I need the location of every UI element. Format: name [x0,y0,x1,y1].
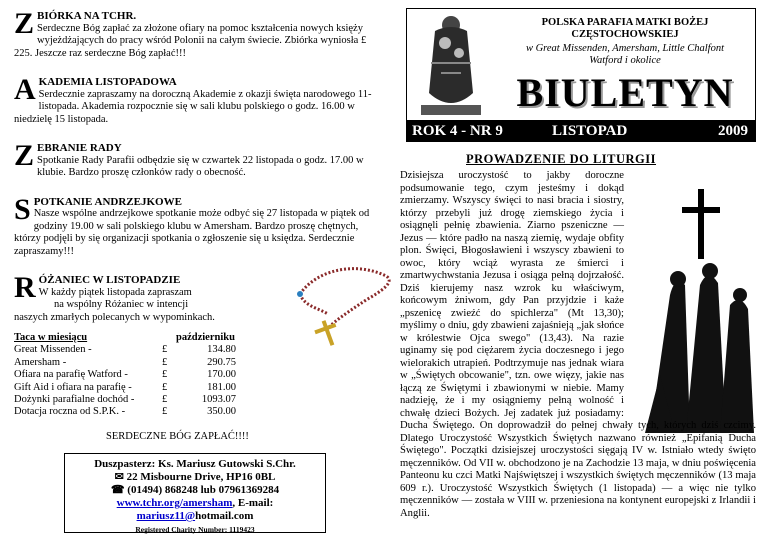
section-body: Serdecznie zapraszamy na doroczną Akademie z okazji święta narodowego 11-listopada. Akademia rozpocznie się w sali klubu polskiego o godz. 16.00 w niedzielę 15 listopada. [14,88,372,125]
web-line: www.tchr.org/amersham, E-mail: mariusz11@hotmail.com [116,497,274,522]
offering-label: Ofiara na parafię Watford - [14,369,128,381]
section-title: POTKANIE ANDRZEJKOWE [33,195,182,208]
issue-band [406,120,756,142]
section-body: Spotkanie Rady Parafii odbędzie się w czwartek 22 listopada o godz. 17.00 w klubie. Bardzo proszę członków rady o obecność. [37,154,364,178]
phone-line: ☎ (01494) 868248 lub 07961369284 [110,484,280,496]
article-title: PROWADZENIE DO LITURGII [466,152,657,166]
drop-cap: A [14,73,36,106]
envelope-icon: ✉ [114,471,124,483]
address-line: ✉ 22 Misbourne Drive, HP16 0BL [114,471,276,483]
offering-header-left: Taca w miesiącu [14,332,88,343]
issue-year: 2009 [718,123,748,139]
issue-number: ROK 4 - NR 9 [412,123,503,139]
parish-locations: w Great Missenden, Amersham, Little Chalfont Watford i okolice [525,43,725,66]
table-row [14,394,236,406]
contact-box [64,453,326,533]
currency: £ [162,369,168,381]
currency: £ [162,406,168,418]
section-title: KADEMIA LISTOPADOWA [38,76,177,88]
table-row [14,344,236,356]
table-row [14,357,236,369]
offering-label: Amersham - [14,356,67,368]
section-council [14,139,374,180]
thanks-text: SERDECZNE BÓG ZAPŁAĆ!!!! [106,430,249,442]
currency: £ [162,344,168,356]
masthead [406,8,756,124]
priest-name: Duszpasterz: Ks. Mariusz Gutowski S.Chr. [94,458,296,470]
currency: £ [162,394,168,406]
website-link[interactable]: www.tchr.org/amersham [116,497,233,509]
section-academy [14,73,374,126]
offering-header-right: październiku [176,332,235,343]
offering-table [14,332,374,443]
drop-cap: S [14,192,31,226]
offering-amount: 350.00 [207,406,236,418]
offering-amount: 134.80 [207,344,236,356]
issue-month: LISTOPAD [552,123,628,139]
section-body: Nasze wspólne andrzejkowe spotkanie może odbyć się 27 listopada w piątek od godziny 19.00 w sali polskiego klubu w Amersham. Bardzo proszę chętnych, którzy podjęli by się organizacji spotkania o zgłoszenie się u księdza. Serdecznie zapraszamy!!! [14,208,370,257]
left-column [14,7,374,443]
article-body: Dzisiejsza uroczystość to jakby doroczne podsumowanie tego, czym jesteśmy i dokąd zmierzamy. Wszyscy święci to nasi bracia i siostry, którzy przebyli już drogę ziemskiego życia i osiągnęli pełnię zbawienia. Ziarno pszeniczne — Jezus — które padło na naszą ziemię, wydaje obfity plon. Święci, Błogosławieni i wszyscy zbawieni to owoc, który wciąż wyrasta ze śmierci i zmartwychwstania Jezusa i osiąga pełną dojrzałość. Dziś kierujemy nasz wzrok ku właściwym, końcowym żniwom, gdy Pan przyjdzie i każe „pszenicę zwieźć do spichlerza" (Mt 13,30); myślimy o dniu, gdy zbawieni zajaśnieją „jak słońce w królestwie Ojca swego" (13,43). Na razie uginamy się pod ciężarem życia doczesnego i jego wielorakich utrapień. Podtrzymuje nas jednak wiara w „Świętych obcowanie", tzn. owe więzy, jakie nas łączą ze Świętymi i zbawionymi w niebie. Mamy nadzieję, że i my osiągniemy pełną wolność i chwałę dzieci Bożych. Jej zadatek już posiadamy: Ducha Świętego. On doprowadził do pełnej chwały tych, których dziś czcimy. Dlatego Uroczystość Wszystkich Świętych nazwano również „Epifanią Ducha Świętego". Początki dzisiejszej uroczystości sięgają IV w. Istniało wtedy święto męczenników. Od VII w. obchodzono je na Zachodzie 13 maja, w dniu poświęcenia Panteonu ku czci Matki Najświętszej i wszystkich świętych męczenników (13 maja 609 r.). Uroczystość Wszystkich Świętych (1 listopada) — a więc nie tylko męczenników — została w VIII w. przeniesiona na kontynent europejski z Irlandii i Anglii. [400,170,756,519]
offering-amount: 170.00 [207,369,236,381]
currency: £ [162,381,168,393]
bulletin-title: BIULETYN [516,70,734,115]
phone-icon: ☎ [110,484,125,496]
section-title: BIÓRKA NA TCHR. [37,10,137,22]
offering-amount: 1093.07 [201,394,236,406]
drop-cap: Z [14,139,35,172]
madonna-image [411,13,491,121]
section-title: ÓŻANIEC W LISTOPADZIE [38,274,181,286]
offering-amount: 181.00 [207,381,236,393]
table-row [14,382,236,394]
offering-label: Gift Aid i ofiara na parafię - [14,381,132,393]
rosary-illustration [288,258,400,348]
email-link[interactable]: mariusz11@ [136,510,196,522]
illustration-spacer [628,170,756,420]
section-collection [14,7,374,60]
offering-label: Dotacja roczna od S.P.K. - [14,406,126,418]
rosary-line-2: na wspólny Różaniec w intencji [54,299,189,310]
section-body: Serdeczne Bóg zapłać za złożone ofiary na pomoc kształcenia nowych księży wyjeżdżających do pracy wśród Polonii na całym świecie. Zbiórka wyniosła £ 225. Jeszcze raz serdeczne Bóg zapłać!!! [14,22,367,59]
section-title: EBRANIE RADY [37,142,122,154]
currency: £ [162,356,168,368]
table-row [14,406,236,418]
drop-cap: R [14,271,36,304]
offering-amount: 290.75 [207,356,236,368]
offering-label: Great Missenden - [14,344,92,356]
parish-name: POLSKA PARAFIA MATKI BOŻEJ CZĘSTOCHOWSKIEJ [541,17,709,40]
drop-cap: Z [14,7,35,40]
rosary-line-3: naszych zmarłych polecanych w wypominkach. [14,311,215,323]
table-row [14,369,236,381]
charity-number: Registered Charity Number: 1119423 [135,525,255,534]
offering-label: Dożynki parafialne dochód - [14,394,135,406]
rosary-line-1: W każdy piątek listopada zapraszam [38,286,192,298]
section-andrzejki [14,192,374,259]
